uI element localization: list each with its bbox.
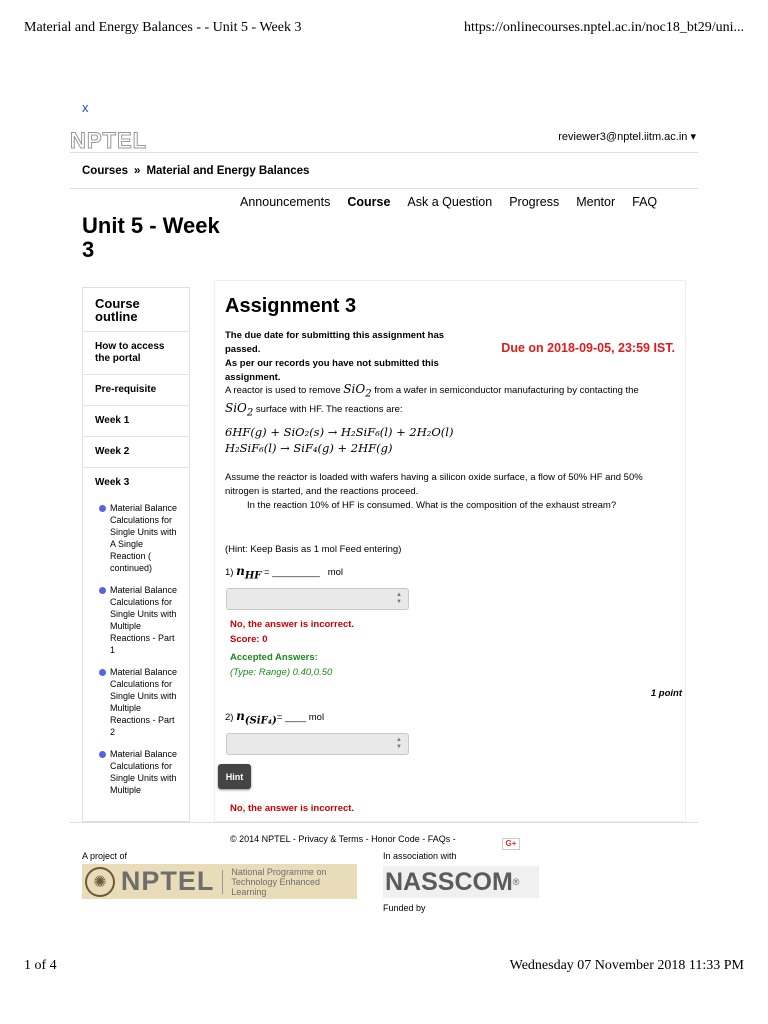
question-text: In the reaction 10% of HF is consumed. What is the composition of the exhaust stream? [247, 500, 617, 511]
lesson-item[interactable] [83, 744, 189, 802]
user-email: reviewer3@nptel.iitm.ac.in [558, 131, 688, 143]
sidebar-title: Course outline [95, 296, 140, 324]
footer-divider [70, 822, 698, 823]
lesson-item[interactable] [83, 580, 189, 662]
question-1-label: 1) $n_{HF}$ = _________ mol [225, 564, 344, 582]
footer-links[interactable]: © 2014 NPTEL - Privacy & Terms - Honor Code - FAQs - [230, 834, 456, 844]
print-url: https://onlinecourses.nptel.ac.in/noc18_bt29/uni... [464, 20, 744, 35]
chevron-down-icon: ▾ [690, 131, 696, 143]
answer-1-input[interactable] [226, 588, 409, 610]
breadcrumb-separator: » [134, 165, 141, 177]
reaction-equation-2: H₂SiF₆(l) → SiF₄(g) + 2HF(g) [225, 441, 393, 455]
sidebar-item-week3[interactable]: Week 3 [83, 467, 189, 498]
spinner-arrows-icon: ▲ ▼ [396, 592, 402, 605]
registered-mark: ® [512, 877, 520, 887]
header-divider [70, 152, 698, 153]
lesson-label: Material Balance Calculations for Single Units with Multiple Reactions - Part 2 [110, 667, 178, 737]
nptel-banner-name: NPTEL [120, 866, 215, 896]
sidebar-item-portal[interactable]: How to access the portal [83, 331, 189, 374]
funded-label: Funded by [383, 903, 426, 913]
close-link[interactable]: x [82, 100, 89, 115]
hint-button[interactable]: Hint [218, 764, 251, 789]
google-plus-icon[interactable]: G+ [502, 838, 520, 850]
accepted-answers-label: Accepted Answers: [230, 652, 318, 663]
nasscom-logo[interactable] [383, 866, 539, 898]
tab-ask-question[interactable]: Ask a Question [407, 195, 493, 209]
print-datetime: Wednesday 07 November 2018 11:33 PM [509, 958, 744, 973]
answer-1-feedback: No, the answer is incorrect. Score: 0 [230, 619, 355, 645]
lesson-dot-icon [99, 669, 106, 676]
question-intro: A reactor is used to remove SiO$_2$ from a wafer in semiconductor manufacturing by contacting the SiO$_2$ surface with HF. The reactions are: [225, 382, 639, 419]
lesson-item[interactable] [83, 662, 189, 744]
lesson-label: Material Balance Calculations for Single Units with Multiple [110, 749, 178, 795]
course-nav [240, 195, 657, 209]
breadcrumb-divider [70, 188, 698, 189]
breadcrumb-course[interactable]: Material and Energy Balances [146, 165, 310, 177]
due-date: Due on 2018-09-05, 23:59 IST. [501, 341, 675, 355]
lesson-dot-icon [99, 587, 106, 594]
lesson-item[interactable] [83, 498, 189, 580]
tab-progress[interactable]: Progress [509, 195, 560, 209]
page-count: 1 of 4 [24, 958, 57, 973]
tab-course[interactable]: Course [347, 195, 391, 209]
nptel-banner-logo[interactable] [82, 864, 357, 899]
answer-2-input[interactable] [226, 733, 409, 755]
tab-mentor[interactable]: Mentor [576, 195, 616, 209]
hint-text: (Hint: Keep Basis as 1 mol Feed entering) [225, 544, 402, 555]
nptel-logo[interactable]: NPTEL [70, 128, 148, 153]
association-label: In association with [383, 851, 457, 861]
question-2-label: 2) $n_{(SiF_4)}=$ ____ mol [225, 709, 325, 727]
nptel-seal-icon: ✺ [85, 867, 115, 897]
lesson-label: Material Balance Calculations for Single Units with Multiple Reactions - Part 1 [110, 585, 178, 655]
lesson-dot-icon [99, 751, 106, 758]
user-menu[interactable] [558, 130, 696, 143]
records-note: As per our records you have not submitted this assignment. [225, 358, 439, 383]
nasscom-name: NASSCOM [385, 867, 513, 896]
breadcrumb [82, 165, 309, 177]
reaction-equation-1: 6HF(g) + SiO₂(s) → H₂SiF₆(l) + 2H₂O(l) [225, 425, 454, 439]
question-1-points: 1 point [650, 688, 682, 699]
breadcrumb-courses[interactable]: Courses [82, 165, 129, 177]
sidebar-item-week2[interactable]: Week 2 [83, 436, 189, 467]
spinner-arrows-icon: ▲ ▼ [396, 737, 402, 750]
sio2-formula: SiO$_2$ [343, 382, 372, 400]
print-header [24, 20, 744, 36]
question-assumption: Assume the reactor is loaded with wafers having a silicon oxide surface, a flow of 50% HF and 50% nitrogen is started, and the reactions proceed. [225, 472, 643, 497]
tab-announcements[interactable]: Announcements [240, 195, 331, 209]
answer-2-feedback: No, the answer is incorrect. [230, 803, 355, 814]
page-title: Unit 5 - Week 3 [82, 213, 220, 262]
passed-note: The due date for submitting this assignment has passed. [225, 330, 445, 355]
banner-divider [222, 870, 223, 894]
lesson-dot-icon [99, 505, 106, 512]
project-label: A project of [82, 851, 128, 861]
lesson-label: Material Balance Calculations for Single Units with A Single Reaction ( continued) [110, 503, 178, 573]
assignment-panel [214, 280, 686, 822]
course-outline-sidebar [82, 287, 190, 822]
sio2-formula: SiO$_2$ [225, 401, 254, 419]
assignment-title: Assignment 3 [225, 295, 357, 317]
nptel-banner-description: National Programme on Technology Enhanced Learning [231, 866, 327, 897]
print-footer [24, 958, 744, 974]
sidebar-item-week1[interactable]: Week 1 [83, 405, 189, 436]
accepted-answers-value: (Type: Range) 0.40,0.50 [230, 667, 333, 678]
due-note [225, 329, 465, 385]
sidebar-item-prerequisite[interactable]: Pre-requisite [83, 374, 189, 405]
print-title: Material and Energy Balances - - Unit 5 - Week 3 [24, 20, 302, 35]
tab-faq[interactable]: FAQ [632, 195, 658, 209]
